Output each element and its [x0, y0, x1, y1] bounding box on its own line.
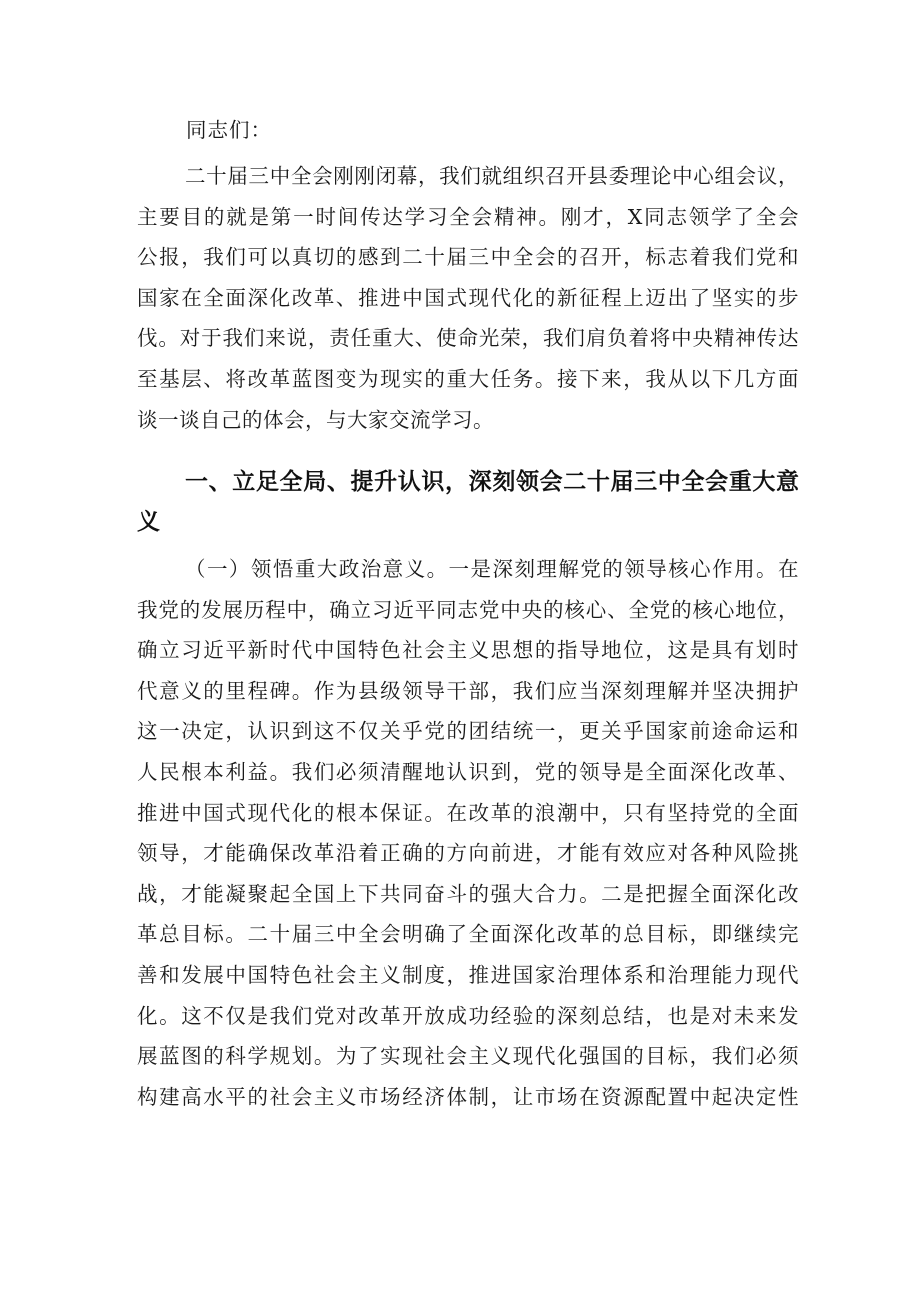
- intro-line: 公报，我们可以真切的感到二十届三中全会的召开，标志着我们党和: [137, 245, 799, 270]
- body-line: 战，才能凝聚起全国上下共同奋斗的强大合力。二是把握全面深化改: [137, 881, 799, 906]
- body-line: 我党的发展历程中，确立习近平同志党中央的核心、全党的核心地位，: [137, 597, 799, 622]
- body-line: 人民根本利益。我们必须清醒地认识到，党的领导是全面深化改革、: [137, 759, 799, 784]
- body-line: 革总目标。二十届三中全会明确了全面深化改革的总目标，即继续完: [137, 922, 799, 947]
- intro-line: 谈一谈自己的体会，与大家交流学习。: [137, 407, 494, 432]
- intro-line: 国家在全面深化改革、推进中国式现代化的新征程上迈出了坚实的步: [137, 285, 799, 310]
- body-line: 化。这不仅是我们党对改革开放成功经验的深刻总结，也是对未来发: [137, 1003, 799, 1028]
- heading-line: 义: [137, 509, 160, 535]
- body-paragraph: [137, 549, 799, 1117]
- body-line: 代意义的里程碑。作为县级领导干部，我们应当深刻理解并坚决拥护: [137, 678, 799, 703]
- intro-line: 主要目的就是第一时间传达学习全会精神。刚才，X同志领学了全会: [137, 204, 799, 229]
- greeting: 同志们：: [186, 118, 272, 142]
- intro-line: 伐。对于我们来说，责任重大、使命光荣，我们肩负着将中央精神传达: [137, 326, 799, 351]
- heading-line: 一、立足全局、提升认识，深刻领会二十届三中全会重大意: [185, 469, 799, 495]
- intro-paragraph: [137, 156, 799, 440]
- body-line: 推进中国式现代化的根本保证。在改革的浪潮中，只有坚持党的全面: [137, 800, 799, 825]
- body-line: 善和发展中国特色社会主义制度，推进国家治理体系和治理能力现代: [137, 962, 799, 987]
- body-line: 构建高水平的社会主义市场经济体制，让市场在资源配置中起决定性: [137, 1084, 799, 1109]
- body-line: 领导，才能确保改革沿着正确的方向前进，才能有效应对各种风险挑: [137, 841, 799, 866]
- body-line: 确立习近平新时代中国特色社会主义思想的指导地位，这是具有划时: [137, 638, 799, 663]
- intro-line: 二十届三中全会刚刚闭幕，我们就组织召开县委理论中心组会议，: [185, 164, 799, 188]
- body-line: 这一决定，认识到这不仅关乎党的团结统一，更关乎国家前途命运和: [137, 719, 799, 744]
- intro-line: 至基层、将改革蓝图变为现实的重大任务。接下来，我从以下几方面: [137, 366, 799, 391]
- section-heading: [137, 462, 799, 542]
- body-line: 展蓝图的科学规划。为了实现社会主义现代化强国的目标，我们必须: [137, 1044, 799, 1069]
- body-line: （一）领悟重大政治意义。一是深刻理解党的领导核心作用。在: [185, 557, 799, 581]
